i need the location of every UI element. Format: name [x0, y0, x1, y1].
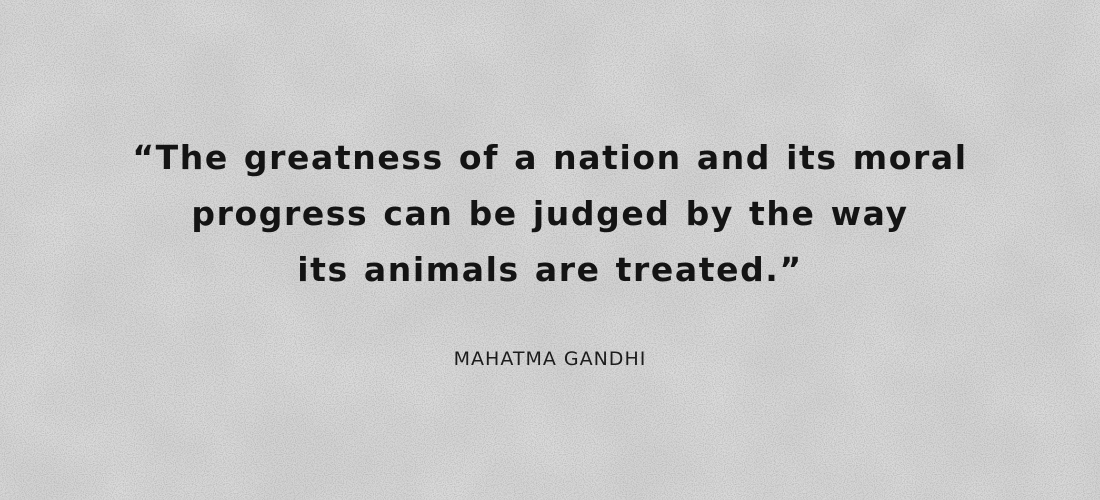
quote-line: “The greatness of a nation and its moral: [132, 138, 968, 177]
quote-author: MAHATMA GANDHI: [453, 348, 647, 370]
quote-line: progress can be judged by the way: [191, 194, 909, 233]
quote-text: [0, 130, 1100, 298]
quote-line: its animals are treated.”: [297, 250, 803, 289]
